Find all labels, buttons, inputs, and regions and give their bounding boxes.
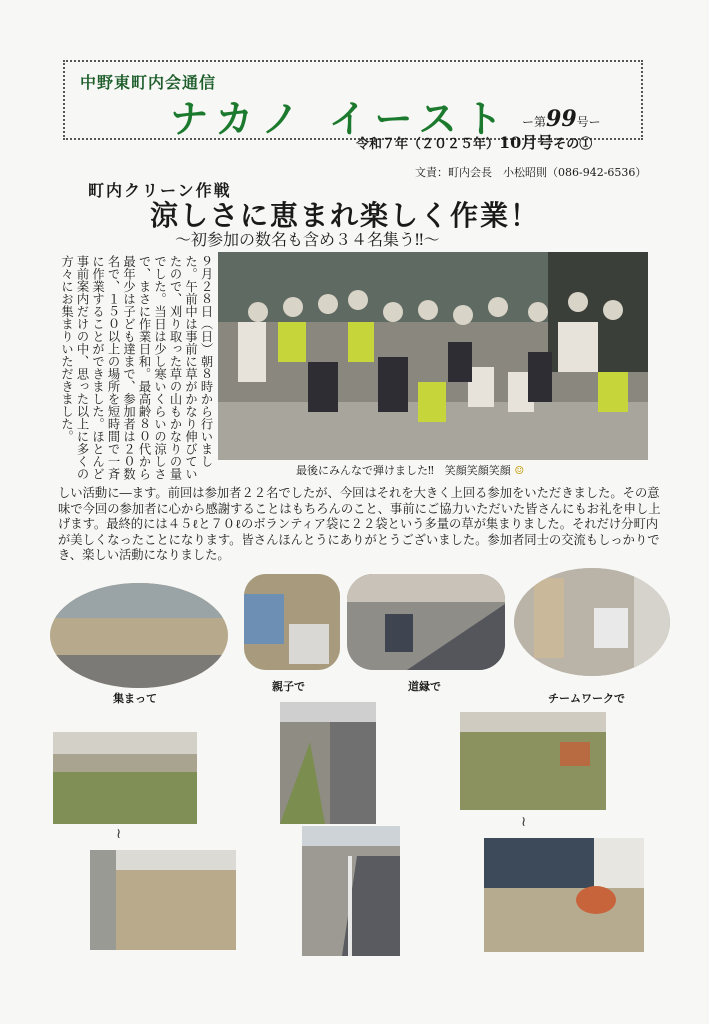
smile-face-icon: ☺ <box>514 464 525 477</box>
newsletter-title: ナカノ イースト <box>170 97 511 141</box>
group-photo <box>218 252 648 460</box>
before-photo-3-image <box>460 712 606 810</box>
roadside-photo-image <box>347 574 505 670</box>
parent-child-photo-image <box>244 574 340 670</box>
article-body-horizontal: しい活動に―ます。前回は参加者２２名でしたが、今回はそれを大きく上回る参加をいただきました。その意味で今回の参加者に心から感謝することはもちろんのこと、事前にご協力いただいた皆さんにもお礼を申し上げます。最終的には４５ℓと７０ℓのボランティア袋に２２袋という多量の草が集まりました。それだけ分町内が美しくなったことになります。皆さんほんとうにありがとうございました。参加者同士の交流もしっかりでき、楽しい活動になりました。 <box>58 486 661 562</box>
issue-date: 令和７年（２０２５年）10月号その① <box>356 133 593 152</box>
before-photo-2 <box>280 702 376 824</box>
before-photo-3 <box>460 712 606 810</box>
gather-caption: 集まって <box>113 692 157 705</box>
article-headline: 涼しさに恵まれ楽しく作業！ <box>150 199 541 232</box>
after-photo-2-image <box>302 826 400 956</box>
after-photo-1-image <box>90 850 236 950</box>
after-photo-3-image <box>484 838 644 952</box>
teamwork-caption: チームワークで <box>548 692 625 705</box>
teamwork-photo-image <box>514 568 670 676</box>
parent-child-caption: 親子で <box>272 680 305 693</box>
newsletter-series: 中野東町内会通信 <box>80 73 217 92</box>
squiggle-down-arrow-icon: ≀ <box>116 826 122 842</box>
roadside-caption: 道縁で <box>408 680 441 693</box>
article-body-vertical: ９月２８日（日）朝８時から行いました。午前中は事前に草がかなり伸びていたので、刈り取った草の山もかなりの量でした。当日は少し寒いくらいの涼しさで、まさに作業日和。最高齢８０代から最年少は子ども達まで、参加者は２０数名で、１５０以上の場所を短時間で一斉に作業することができました。ほとんど事前案内だけの中、思った以上に多くの方々にお集まりいただきました。 <box>59 255 213 480</box>
group-photo-caption: 最後にみんなで弾けました‼ 笑顔笑顔笑顔 ☺ <box>296 464 525 477</box>
before-photo-2-image <box>280 702 376 824</box>
teamwork-photo <box>514 568 670 676</box>
issue-number: ー第99号ー <box>522 106 601 132</box>
group-photo-image <box>218 252 648 460</box>
author-line: 文責：町内会長 小松昭則（086-942-6536） <box>415 166 647 179</box>
after-photo-3 <box>484 838 644 952</box>
roadside-photo <box>347 574 505 670</box>
parent-child-photo <box>244 574 340 670</box>
after-photo-2 <box>302 826 400 956</box>
before-photo-1-image <box>53 732 197 824</box>
article-subhead: ～初参加の数名も含め３４名集う‼～ <box>175 230 440 249</box>
squiggle-down-arrow-icon: ≀ <box>521 814 527 830</box>
gather-photo <box>50 583 228 688</box>
gather-photo-image <box>50 583 228 688</box>
article-kicker: 町内クリーン作戦 <box>88 181 232 200</box>
after-photo-1 <box>90 850 236 950</box>
before-photo-1 <box>53 732 197 824</box>
